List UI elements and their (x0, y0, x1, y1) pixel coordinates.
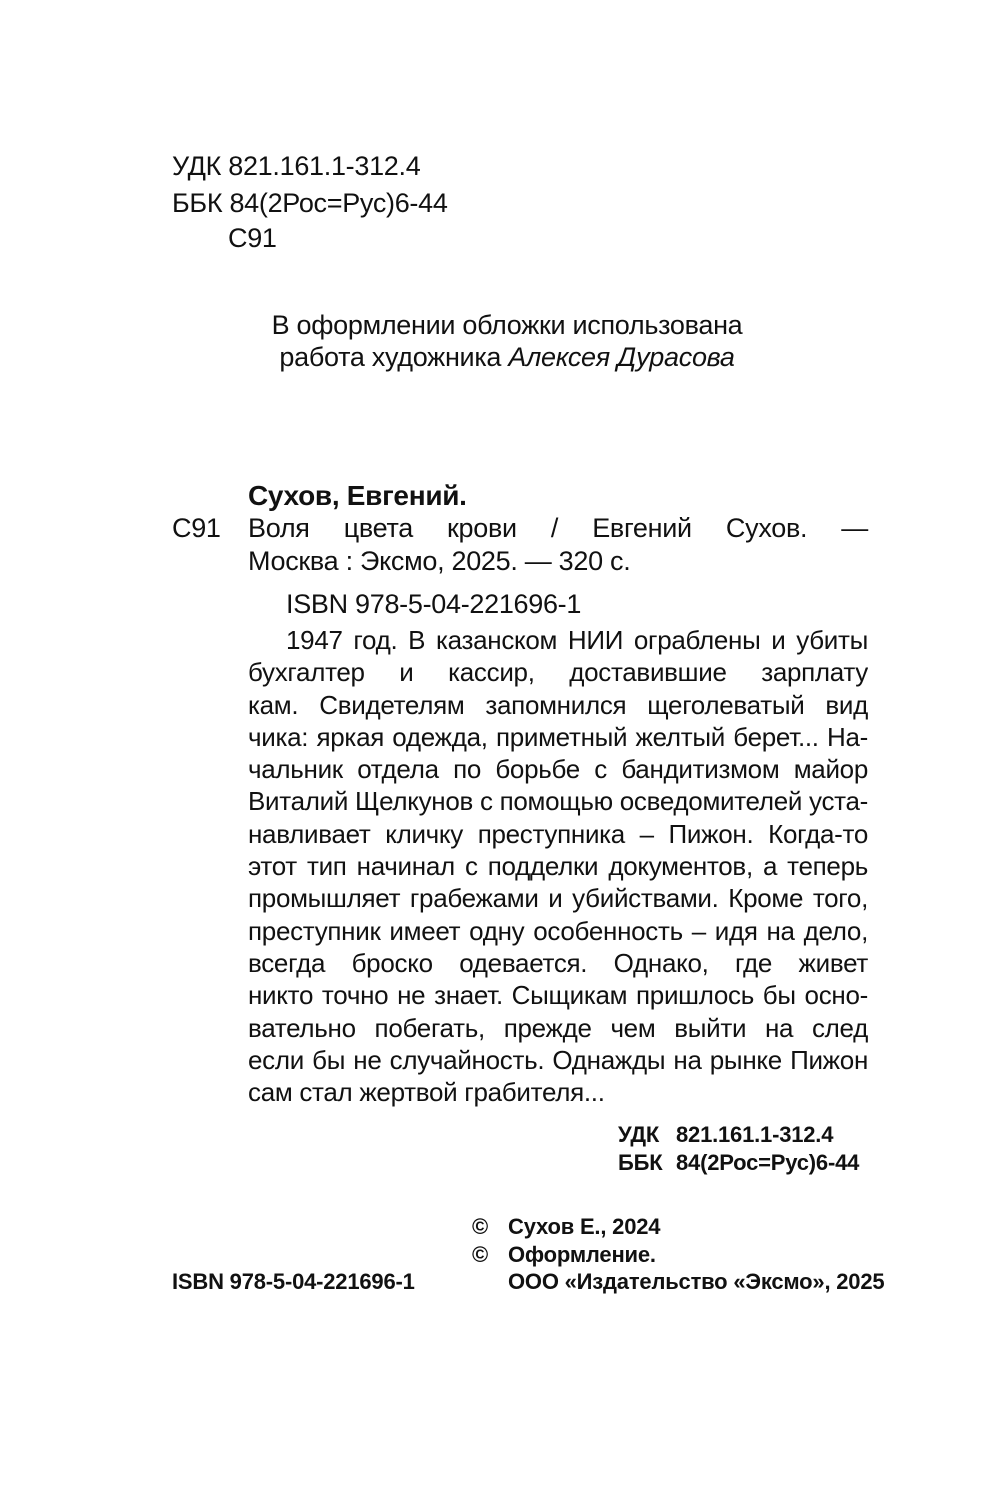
udk-label-bottom: УДК (618, 1122, 660, 1147)
bbk-value-bottom: 84(2Рос=Рус)6-44 (676, 1150, 860, 1175)
record-author: Сухов, Евгений. (248, 480, 467, 511)
author-mark-top: С91 (228, 223, 277, 253)
bbk-label-bottom: ББК (618, 1150, 663, 1175)
annotation-line: вательно побегать, прежде чем выйти на след (248, 1012, 868, 1043)
copyright-publisher: ООО «Издательство «Эксмо», 2025 (508, 1269, 885, 1294)
annotation-line: чика: яркая одежда, приметный желтый берет... На- (248, 721, 868, 752)
udk-value-bottom: 821.161.1-312.4 (676, 1122, 834, 1147)
record-isbn: ISBN 978-5-04-221696-1 (286, 589, 582, 619)
isbn-bottom: ISBN 978-5-04-221696-1 (172, 1269, 415, 1294)
annotation-line: преступник имеет одну особенность – идя на дело, (248, 915, 868, 946)
cover-credit-line-1: В оформлении обложки использована (271, 310, 743, 340)
annotation-line: 1947 год. В казанском НИИ ограблены и убиты (286, 625, 868, 655)
bbk-code-top: ББК 84(2Рос=Рус)6-44 (172, 188, 448, 218)
copyright-author: Сухов Е., 2024 (508, 1214, 661, 1239)
annotation-line: никто точно не знает. Сыщикам пришлось бы осно- (248, 980, 868, 1011)
annotation-line: Виталий Щелкунов с помощью осведомителей уста- (248, 786, 868, 817)
cover-credit-line-2 (0, 341, 1000, 373)
annotation (248, 624, 868, 1108)
copyright-symbol: © (472, 1214, 489, 1239)
annotation-line: навливает кличку преступника – Пижон. Когда-то (248, 818, 868, 849)
copyright-symbol: © (472, 1242, 489, 1267)
annotation-line: если бы не случайность. Однажды на рынке Пижон (248, 1044, 868, 1075)
cover-artist-name: Алексея Дурасова (508, 342, 735, 372)
annotation-line: этот тип начинал с подделки документов, а теперь (248, 851, 868, 882)
copyright-design: Оформление. (508, 1242, 656, 1267)
record-author-mark: С91 (172, 513, 221, 543)
cover-credit-prefix: работа художника (279, 342, 509, 372)
annotation-line: промышляет грабежами и убийствами. Кроме того, (248, 883, 868, 914)
annotation-line: кам. Свидетелям запомнился щеголеватый вид (248, 689, 868, 720)
annotation-line: всегда броско одевается. Однако, где живет (248, 947, 868, 978)
udk-code-top: УДК 821.161.1-312.4 (172, 151, 421, 181)
record-title-line-2: Москва : Эксмо, 2025. — 320 с. (248, 546, 631, 576)
annotation-line: чальник отдела по борьбе с бандитизмом майор (248, 754, 868, 785)
annotation-line: сам стал жертвой грабителя... (248, 1077, 605, 1108)
annotation-line: бухгалтер и кассир, доставившие зарплату (248, 657, 868, 688)
record-title-line-1: Воля цвета крови / Евгений Сухов. — (248, 513, 868, 543)
